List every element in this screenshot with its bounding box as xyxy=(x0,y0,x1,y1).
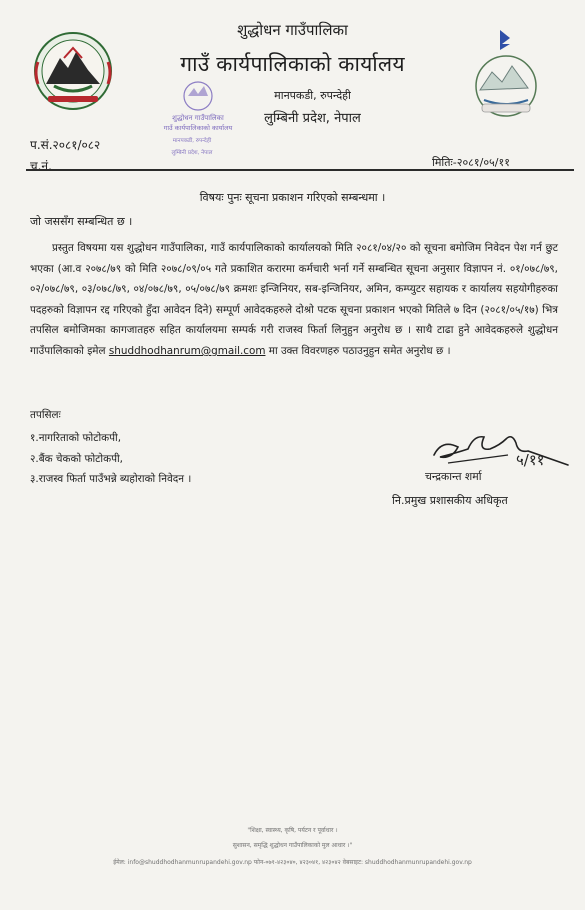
footer-motto-1: "शिक्षा, स्वास्थ्य, कृषि, पर्यटन र पूर्वाधार । xyxy=(247,827,338,834)
letter-subject: विषयः पुनः सूचना प्रकाशन गरिएको सम्बन्धमा । xyxy=(199,191,386,204)
letter-body xyxy=(30,238,558,362)
letter-date: मितिः-२०८१/०५/११ xyxy=(432,156,510,169)
signer-name: चन्द्रकान्त शर्मा xyxy=(425,470,482,483)
attachments-heading: तपसिलः xyxy=(30,409,61,421)
list-item: १.नागरिताको फोटोकपी, xyxy=(30,432,122,444)
footer-contact: ईमेल: info@shuddhodhanmunrupandehi.gov.np फोन-०७१-४२३०४०, ४२३०४१, ४२३०४२ वेबसाइट: shuddhodhanmunrupandehi.gov.np xyxy=(113,859,472,866)
body-part-1: प्रस्तुत विषयमा यस शुद्धोधन गाउँपालिका, गाउँ कार्यपालिकाको कार्यालयको मिति २०८१/०४/२० को सूचना बमोजिम निवेदन पेश गर्न छुट भएका (आ.व २०७८/७९ को मिति २०७८/०९/०५ गते प्रकाशित करारमा कर्मचारी भर्ना गर्ने सम्बन्धित सूचना अनुसार विज्ञापन नं. ०१/०७८/७९, ०२/०७८/७९, ०३/०७८/७९, ०४/०७८/७९, ०५/०७८/७९ क्रमशः इन्जिनियर, सब-इन्जिनियर, अमिन, कम्प्युटर सहायक र कार्यालय सहयोगीहरुका पदहरुको विज्ञापन रद्द गरिएको हुँदा आवेदन दिने) सम्पूर्ण आवेदकहरुले दोश्रो पटक सूचना प्रकाशन भएको मितिले ७ दिन (२०८१/०५/१७) भित्र तपसिल बमोजिमका कागजातहरु सहित कार्यालयमा सम्पर्क गरी राजस्व फिर्ता लिनुहुन अनुरोध छ । साथै टाढा हुने आवेदकहरुले शुद्धोधन गाउँपालिकाको इमेल xyxy=(30,242,558,357)
stamp-line-2: गाउँ कार्यपालिकाको कार्यालय xyxy=(163,124,233,132)
attachments-list xyxy=(30,428,191,490)
stamp-line-3: मानपकडी, रुपन्देही xyxy=(172,138,212,144)
footer-motto-2: सुशासन, समृद्धि शुद्धोधन गाउँपालिकाको मुल आधार ।" xyxy=(232,842,353,849)
signer-title: नि.प्रमुख प्रशासकीय अधिकृत xyxy=(392,494,508,507)
office-name: गाउँ कार्यपालिकाको कार्यालय xyxy=(180,52,405,76)
office-province: लुम्बिनी प्रदेश, नेपाल xyxy=(264,111,361,126)
stamp-line-4: लुम्बिनी प्रदेश, नेपाल xyxy=(171,150,213,156)
list-item: ३.राजस्व फिर्ता पाउँभन्ने ब्यहोराको निवेदन । xyxy=(30,473,192,485)
salutation: जो जससँग सम्बन्धित छ । xyxy=(30,215,133,228)
office-location: मानपकडी, रुपन्देही xyxy=(274,89,351,102)
body-part-2: मा उक्त विवरणहरु पठाउनुहुन समेत अनुरोध छ । xyxy=(265,344,451,357)
dispatch-number: च.नं. xyxy=(30,159,52,173)
list-item: २.बैंक चेकको फोटोकपी, xyxy=(30,452,123,465)
signature-date: ५/११ xyxy=(516,451,545,469)
email-link[interactable]: shuddhodhanrum@gmail.com xyxy=(108,344,266,357)
stamp-line-1: शुद्धोधन गाउँपालिका xyxy=(172,114,224,122)
reference-number: प.सं.२०८१/०८२ xyxy=(30,138,101,152)
header-divider xyxy=(26,169,574,171)
municipality-name: शुद्धोधन गाउँपालिका xyxy=(237,21,348,39)
